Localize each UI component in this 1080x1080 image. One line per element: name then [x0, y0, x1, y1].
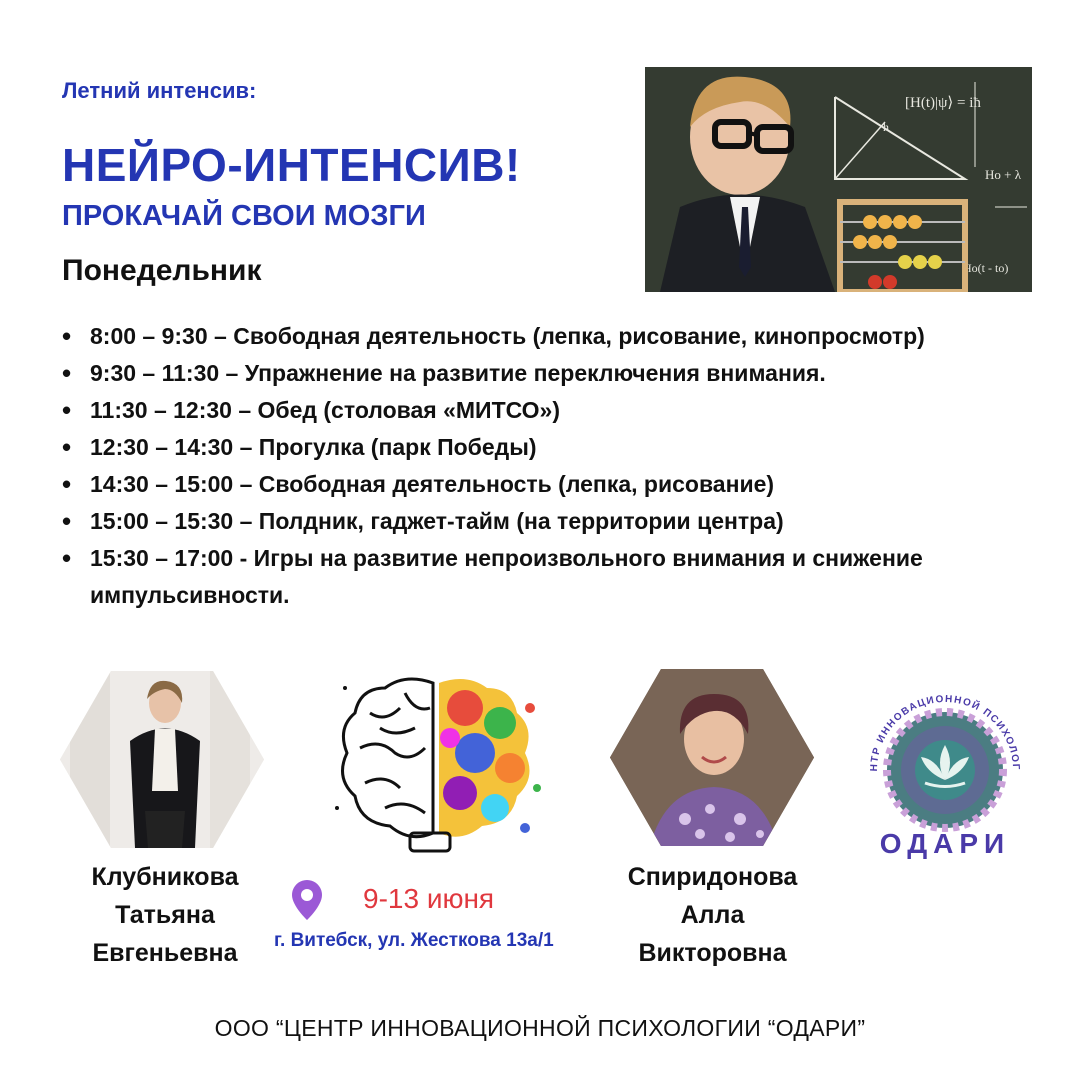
sub-title: ПРОКАЧАЙ СВОИ МОЗГИ: [62, 200, 426, 232]
schedule-list: [60, 318, 1050, 614]
schedule-item: • 8:00 – 9:30 – Свободная деятельность (лепка, рисование, кинопросмотр): [60, 318, 1050, 355]
schedule-item: • 15:00 – 15:30 – Полдник, гаджет-тайм (на территории центра): [60, 503, 1050, 540]
schedule-item: • 9:30 – 11:30 – Упражнение на развитие переключения внимания.: [60, 355, 1050, 392]
speaker-patronymic: Евгеньевна: [92, 939, 238, 967]
hero-photo: [645, 67, 1032, 292]
speaker-name-2: [610, 858, 815, 972]
speaker-surname: Спиридонова: [627, 863, 798, 891]
speaker-first-name: Алла: [680, 901, 745, 929]
board-label: h: [883, 120, 889, 134]
speaker-name-1: [70, 858, 260, 972]
schedule-item: • 11:30 – 12:30 – Обед (столовая «МИТСО»): [60, 392, 1050, 429]
schedule-item: • 15:30 – 17:00 - Игры на развитие непроизвольного внимания и снижение импульсивности.: [60, 540, 1050, 614]
event-address: г. Витебск, ул. Жесткова 13а/1: [274, 930, 554, 951]
schedule-item: • 12:30 – 14:30 – Прогулка (парк Победы): [60, 429, 1050, 466]
board-formula-1: [H(t)|ψ⟩ = iħ: [905, 95, 981, 111]
brain-illustration: [325, 668, 547, 858]
logo-name: ОДАРИ: [879, 828, 1011, 859]
day-heading: Понедельник: [62, 254, 262, 287]
speaker-surname: Клубникова: [91, 863, 239, 891]
board-formula-2: Ho + λ: [985, 167, 1022, 182]
speaker-photo-1: [60, 671, 264, 848]
schedule-item: • 14:30 – 15:00 – Свободная деятельность (лепка, рисование): [60, 466, 1050, 503]
pre-title: Летний интенсив:: [62, 78, 257, 103]
logo-ring-text: НТР ИННОВАЦИОННОЙ ПСИХОЛОГ: [868, 693, 1022, 772]
location-pin-icon: [292, 880, 322, 920]
board-formula-3: Ho(t - to): [963, 261, 1009, 275]
footer-organization: ООО “ЦЕНТР ИННОВАЦИОННОЙ ПСИХОЛОГИИ “ОДАРИ”: [214, 1015, 866, 1041]
event-dates: 9-13 июня: [363, 883, 495, 914]
speaker-first-name: Татьяна: [115, 901, 215, 929]
speaker-photo-2: [610, 669, 814, 846]
odari-logo: [855, 675, 1035, 860]
main-title: НЕЙРО-ИНТЕНСИВ!: [62, 139, 521, 191]
speaker-patronymic: Викторовна: [638, 939, 787, 967]
